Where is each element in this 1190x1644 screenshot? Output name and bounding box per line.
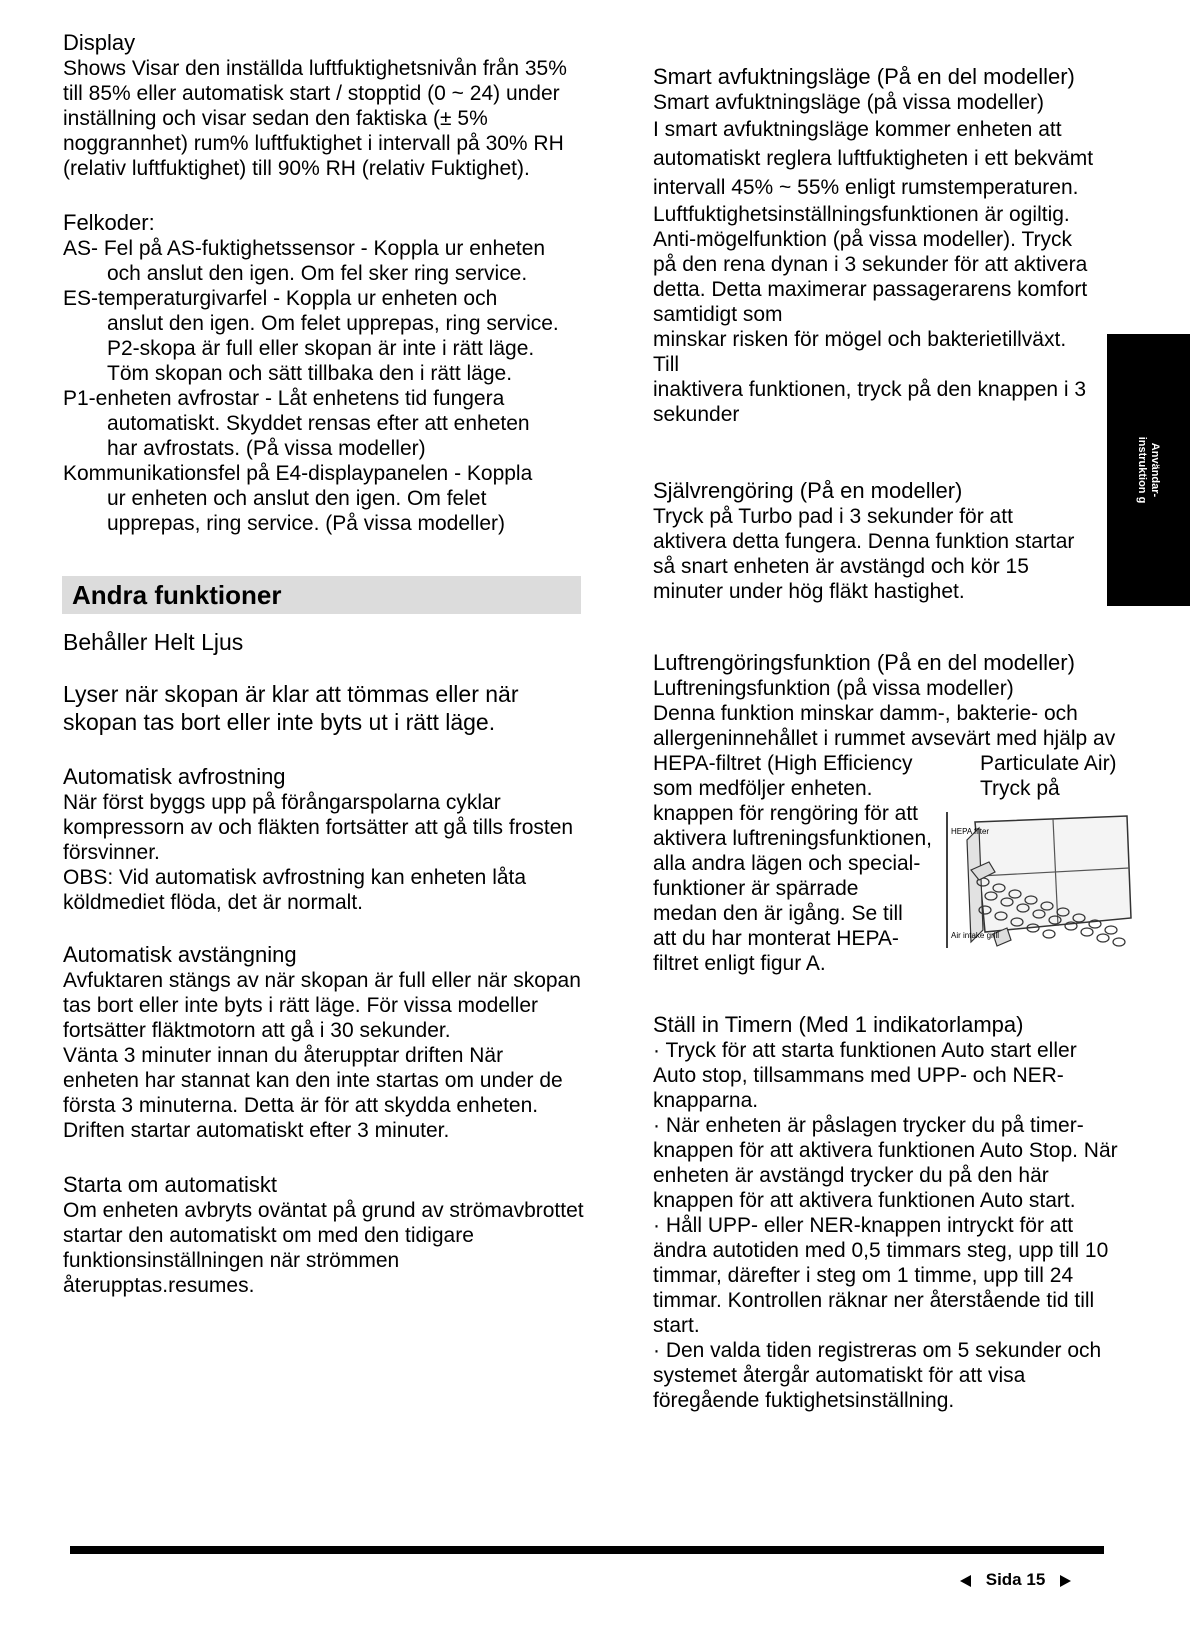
air-clean-line: filtret enligt figur A. <box>653 952 826 975</box>
timer-title: Ställ in Timern (Med 1 indikatorlampa) <box>653 1012 1024 1037</box>
air-clean-row <box>653 751 1145 776</box>
error-code-line: AS- Fel på AS-fuktighetssensor - Koppla ur enheten <box>63 237 546 260</box>
page-footer <box>960 1570 1071 1590</box>
display-title: Display <box>63 30 136 55</box>
auto-shutoff-line: tas bort eller inte byts i rätt läge. För vissa modeller <box>63 994 539 1017</box>
display-line: (relativ luftfuktighet) till 90% RH (relativ Fuktighet). <box>63 157 530 180</box>
smart-line: Till <box>653 353 680 376</box>
page-number: Sida 15 <box>985 1570 1046 1589</box>
smart-line: minskar risken för mögel och bakterietillväxt. <box>653 328 1067 351</box>
side-tab-line: instruktion g <box>1136 436 1148 504</box>
auto-defrost-title: Automatisk avfrostning <box>63 764 286 789</box>
air-clean-title: Luftrengöringsfunktion (På en del modeller) <box>653 650 1075 675</box>
timer-line: start. <box>653 1314 700 1337</box>
error-codes-section <box>63 210 623 536</box>
smart-subtitle: Smart avfuktningsläge (på vissa modeller) <box>653 91 1045 114</box>
smart-line: samtidigt som <box>653 303 783 326</box>
timer-line: timmar. Kontrollen räknar ner återstående tid till <box>653 1289 1095 1312</box>
timer-line: knappen för att aktivera funktionen Auto start. <box>653 1189 1076 1212</box>
error-code-line: automatiskt. Skyddet rensas efter att enheten <box>107 412 530 435</box>
error-code-line: Töm skopan och sätt tillbaka den i rätt läge. <box>107 362 513 385</box>
auto-defrost-line: OBS: Vid automatisk avfrostning kan enheten låta <box>63 866 527 889</box>
display-line: Shows Visar den inställda luftfuktighetsnivån från 35% <box>63 57 567 80</box>
timer-line: systemet återgår automatiskt för att visa <box>653 1364 1026 1387</box>
error-code-line: P2-skopa är full eller skopan är inte i rätt läge. <box>107 337 535 360</box>
auto-restart-line: funktionsinställningen när strömmen <box>63 1249 400 1272</box>
air-clean-lines <box>653 676 1145 751</box>
self-clean-title: Självrengöring (På en modeller) <box>653 478 963 503</box>
air-clean-line: Tryck på <box>980 777 1060 800</box>
hepa-filter-figure <box>945 810 1133 955</box>
auto-shutoff-line: fortsätter fläktmotorn att gå i 30 sekunder. <box>63 1019 451 1042</box>
timer-line: knappen för att aktivera funktionen Auto Stop. När <box>653 1139 1118 1162</box>
hepa-filter-illustration <box>945 810 1133 950</box>
air-clean-line: Particulate Air) <box>980 752 1117 775</box>
timer-line: föregående fuktighetsinställning. <box>653 1389 955 1412</box>
self-clean-line: aktivera detta fungera. Denna funktion startar <box>653 530 1075 553</box>
auto-defrost-lines <box>63 790 623 915</box>
error-code-line: ur enheten och anslut den igen. Om felet <box>107 487 487 510</box>
air-clean-line: Luftreningsfunktion (på vissa modeller) <box>653 677 1014 700</box>
full-light-line: skopan tas bort eller inte byts ut i rätt läge. <box>63 709 496 735</box>
error-code-line: har avfrostats. (På vissa modeller) <box>107 437 426 460</box>
smart-section <box>653 64 1145 427</box>
full-light-lines <box>63 680 623 736</box>
auto-shutoff-lines <box>63 968 623 1143</box>
display-section <box>63 30 623 181</box>
air-clean-line: aktivera luftreningsfunktionen, <box>653 827 932 850</box>
self-clean-line: så snart enheten är avstängd och kör 15 <box>653 555 1029 578</box>
auto-restart-line: Om enheten avbryts oväntat på grund av strömavbrottet <box>63 1199 584 1222</box>
section-title: Andra funktioner <box>72 580 282 610</box>
auto-shutoff-line: första 3 minuterna. Detta är för att skydda enheten. <box>63 1094 539 1117</box>
self-clean-line: minuter under hög fläkt hastighet. <box>653 580 965 603</box>
full-light-title: Behåller Helt Ljus <box>63 629 244 655</box>
auto-restart-section <box>63 1172 623 1298</box>
section-header <box>62 576 581 614</box>
smart-line: sekunder <box>653 403 740 426</box>
error-codes-title: Felkoder: <box>63 210 155 235</box>
auto-restart-line: återupptas.resumes. <box>63 1274 255 1297</box>
air-clean-line: att du har monterat HEPA- <box>653 927 899 950</box>
air-clean-line: allergeninnehållet i rummet avsevärt med hjälp av <box>653 727 1116 750</box>
auto-defrost-line: försvinner. <box>63 841 160 864</box>
auto-shutoff-line: Driften startar automatiskt efter 3 minuter. <box>63 1119 450 1142</box>
smart-line: detta. Detta maximerar passagerarens komfort <box>653 278 1088 301</box>
error-code-line: Kommunikationsfel på E4-displaypanelen - Koppla <box>63 462 533 485</box>
air-clean-line: funktioner är spärrade <box>653 877 859 900</box>
smart-line: intervall 45% ~ 55% enligt rumstemperaturen. <box>653 176 1079 199</box>
auto-defrost-line: köldmediet flöda, det är normalt. <box>63 891 363 914</box>
timer-line: Auto stop, tillsammans med UPP- och NER- <box>653 1064 1064 1087</box>
air-clean-line: alla andra lägen och special- <box>653 852 921 875</box>
timer-line: · När enheten är påslagen trycker du på timer- <box>653 1114 1084 1137</box>
smart-line: Anti-mögelfunktion (på vissa modeller). Tryck <box>653 228 1072 251</box>
error-code-line: upprepas, ring service. (På vissa modeller) <box>107 512 505 535</box>
display-line: noggrannhet) rum% luftfuktighet i intervall på 30% RH <box>63 132 564 155</box>
timer-line: enheten är avstängd trycker du på den här <box>653 1164 1049 1187</box>
display-lines <box>63 56 623 181</box>
auto-restart-line: startar den automatiskt om med den tidigare <box>63 1224 474 1247</box>
self-clean-lines <box>653 504 1145 604</box>
timer-line: · Tryck för att starta funktionen Auto start eller <box>653 1039 1077 1062</box>
auto-defrost-line: kompressorn av och fläkten fortsätter att gå tills frosten <box>63 816 574 839</box>
full-light-section <box>63 628 623 736</box>
side-tab-line: Användar- <box>1149 442 1161 498</box>
full-light-line: Lyser när skopan är klar att tömmas eller när <box>63 681 519 707</box>
display-line: till 85% eller automatisk start / stopptid (0 ~ 24) under <box>63 82 560 105</box>
air-clean-row <box>653 776 1145 801</box>
side-tab <box>1107 334 1190 606</box>
auto-shutoff-line: enheten har stannat kan den inte startas om under de <box>63 1069 563 1092</box>
timer-line: · Håll UPP- eller NER-knappen intryckt för att <box>653 1214 1074 1237</box>
next-page-icon[interactable] <box>1060 1575 1071 1587</box>
timer-section <box>653 1012 1145 1413</box>
timer-lines <box>653 1038 1145 1413</box>
timer-line: · Den valda tiden registreras om 5 sekunder och <box>653 1339 1102 1362</box>
smart-lines <box>653 115 1145 202</box>
smart-line: automatiskt reglera luftfuktigheten i ett bekvämt <box>653 147 1094 170</box>
smart-lines <box>653 202 1145 427</box>
timer-line: ändra autotiden med 0,5 timmars steg, upp till 10 <box>653 1239 1109 1262</box>
error-code-line: ES-temperaturgivarfel - Koppla ur enheten och <box>63 287 498 310</box>
auto-shutoff-line: Avfuktaren stängs av när skopan är full eller när skopan <box>63 969 581 992</box>
timer-line: timmar, därefter i steg om 1 timme, upp till 24 <box>653 1264 1074 1287</box>
footer-rule <box>70 1546 1104 1554</box>
self-clean-section <box>653 478 1145 604</box>
previous-page-icon[interactable] <box>960 1575 971 1587</box>
auto-defrost-line: När först byggs upp på förångarspolarna cyklar <box>63 791 501 814</box>
air-clean-line: medan den är igång. Se till <box>653 902 903 925</box>
error-code-lines <box>63 236 623 536</box>
auto-restart-lines <box>63 1198 623 1298</box>
air-clean-line: Denna funktion minskar damm-, bakterie- och <box>653 702 1078 725</box>
auto-defrost-section <box>63 764 623 915</box>
self-clean-line: Tryck på Turbo pad i 3 sekunder för att <box>653 505 1013 528</box>
smart-line: I smart avfuktningsläge kommer enheten att <box>653 118 1062 141</box>
air-clean-line: HEPA-filtret (High Efficiency <box>653 752 913 775</box>
display-line: inställning och visar sedan den faktiska (± 5% <box>63 107 488 130</box>
smart-title: Smart avfuktningsläge (På en del modeller) <box>653 64 1075 89</box>
error-code-line: och anslut den igen. Om fel sker ring service. <box>107 262 528 285</box>
timer-line: knapparna. <box>653 1089 759 1112</box>
smart-line: inaktivera funktionen, tryck på den knappen i 3 <box>653 378 1087 401</box>
smart-line: på den rena dynan i 3 sekunder för att aktivera <box>653 253 1088 276</box>
auto-shutoff-title: Automatisk avstängning <box>63 942 297 967</box>
error-code-line: P1-enheten avfrostar - Låt enhetens tid fungera <box>63 387 505 410</box>
auto-restart-title: Starta om automatiskt <box>63 1172 277 1197</box>
error-code-line: anslut den igen. Om felet upprepas, ring service. <box>107 312 559 335</box>
hepa-figure-label: Air intake grill <box>951 931 1000 940</box>
auto-shutoff-line: Vänta 3 minuter innan du återupptar driften När <box>63 1044 504 1067</box>
hepa-figure-label: HEPA filter <box>951 827 990 836</box>
auto-shutoff-section <box>63 942 623 1143</box>
smart-line: Luftfuktighetsinställningsfunktionen är ogiltig. <box>653 203 1070 226</box>
side-tab-label <box>1135 437 1161 504</box>
air-clean-line: knappen för rengöring för att <box>653 802 919 825</box>
air-clean-line: som medföljer enheten. <box>653 777 873 800</box>
